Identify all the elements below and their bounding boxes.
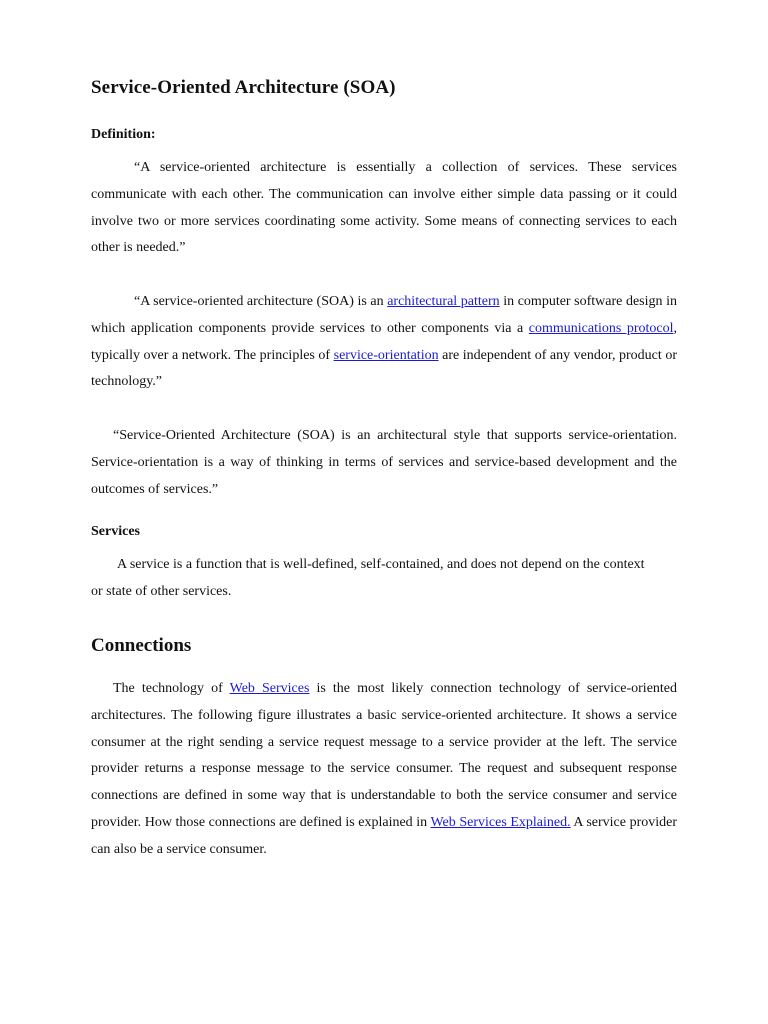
connections-text-3: A service provider can also be a service consumer.: [91, 814, 677, 857]
quote2-text-1: “A service-oriented architecture (SOA) is an: [134, 294, 388, 309]
definition-quote-3: “Service-Oriented Architecture (SOA) is an architectural style that supports service-orientation. Service-orientation is a way of thinking in terms of services and service-based development and the outcomes of services.”: [91, 428, 677, 497]
connections-paragraph: [91, 676, 677, 864]
quote2-text-2: in computer software design in which application components provide services to other components via a: [91, 294, 677, 336]
connections-text-2: is the most likely connection technology of service-oriented architectures. The following figure illustrates a basic service-oriented architecture. It shows a service consumer at the right sending a service request message to a service provider at the left. The service provider returns a response message to the service consumer. The request and subsequent response connections are defined in some way that is understandable to both the service consumer and service provider. How those connections are defined is explained in: [91, 681, 678, 830]
communications-protocol-link[interactable]: communications protocol: [528, 320, 674, 336]
definition-heading: Definition:: [91, 127, 156, 142]
connections-heading: Connections: [91, 635, 192, 656]
definition-quote-2: [91, 289, 677, 396]
page-title: Service-Oriented Architecture (SOA): [91, 77, 396, 98]
architectural-pattern-link[interactable]: architectural pattern: [387, 294, 500, 309]
services-heading: Services: [91, 524, 140, 539]
services-paragraph: A service is a function that is well-defined, self-contained, and does not depend on the context or state of other services.: [91, 557, 645, 599]
quote2-text-4: are independent of any vendor, product or technology.”: [91, 347, 677, 390]
quote2-text-3: , typically over a network. The principles of: [91, 320, 677, 363]
definition-quote-1: “A service-oriented architecture is essentially a collection of services. These services communicate with each other. The communication can involve either simple data passing or it could involve two or more services coordinating some activity. Some means of connecting services to each other is needed.”: [91, 160, 677, 256]
service-orientation-link[interactable]: service-orientation: [333, 347, 439, 363]
web-services-explained-link[interactable]: Web Services Explained.: [430, 814, 571, 830]
connections-text-1: The technology of: [113, 681, 230, 696]
web-services-link[interactable]: Web Services: [229, 681, 310, 696]
